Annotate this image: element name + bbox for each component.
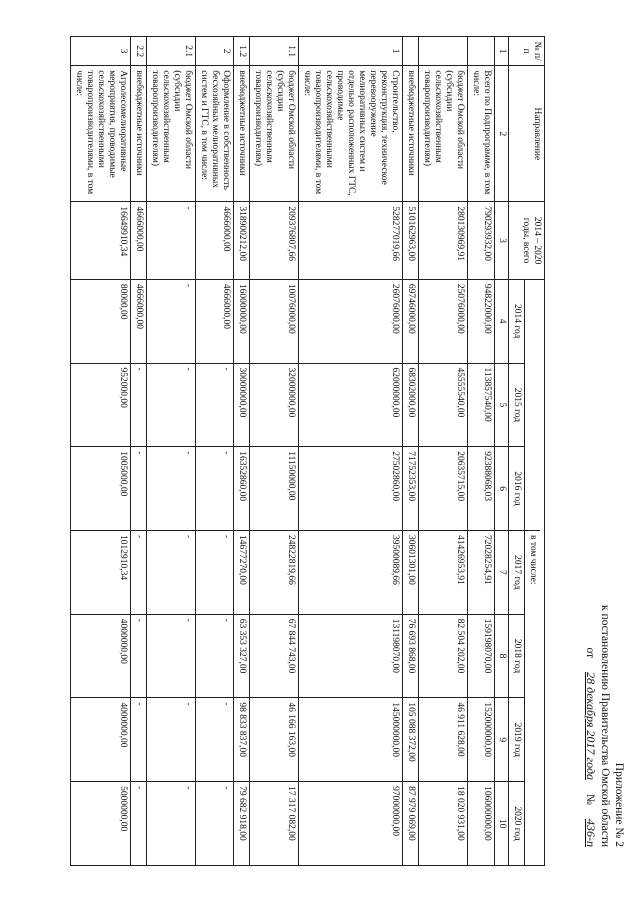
row-total: 16649910,34 (71, 202, 131, 279)
resolution-date: 28 декабря 2017 года (584, 672, 598, 781)
row-year-value: 952000,00 (71, 363, 131, 447)
header-no: № п/п (509, 37, 545, 66)
index-cell: 10 (495, 782, 509, 866)
row-year-value: 94822000,00 (468, 279, 495, 363)
row-year-value: 62000000,00 (299, 363, 403, 447)
row-total: 528277019,66 (299, 202, 403, 279)
row-year-value: 41426953,91 (419, 530, 468, 614)
row-direction: Агролесомелиоративные мероприятия, проводимые сельскохозяйственными товаропроизводителями, в том числе: (71, 66, 131, 202)
row-number: 1.1 (250, 37, 299, 66)
row-year-value: - (147, 447, 196, 531)
row-total: 4666000,00 (196, 202, 234, 279)
row-year-value: 30000000,00 (234, 363, 250, 447)
row-year-value: 113857540,00 (468, 363, 495, 447)
resolution-number: 436-п (584, 819, 598, 847)
row-total: 318900212,00 (234, 202, 250, 279)
row-direction: бюджет Омской области (субсидии сельскохозяйственным товаропроизводителям) (147, 66, 196, 202)
row-year-value: 92388068,03 (468, 447, 495, 531)
row-year-value: - (147, 279, 196, 363)
row-year-value: 24822819,66 (250, 530, 299, 614)
header-year: 2016 год (509, 447, 525, 531)
row-year-value: - (131, 614, 147, 698)
header-direction: Направление (509, 66, 545, 202)
row-number: 1 (299, 37, 403, 66)
row-direction: внебюджетные источники (403, 66, 419, 202)
table-row (147, 37, 196, 866)
row-year-value: 16000000,00 (234, 279, 250, 363)
row-year-value: 79 682 918,00 (234, 782, 250, 866)
row-number (468, 37, 495, 66)
row-year-value: 27502860,00 (299, 447, 403, 531)
header-total: 2014 – 2020 годы, всего (509, 202, 545, 279)
row-direction: бюджет Омской области (субсидии сельскохозяйственным товаропроизводителям) (250, 66, 299, 202)
row-year-value: 11150000,00 (250, 447, 299, 531)
header-year: 2019 год (509, 698, 525, 782)
row-number (403, 37, 419, 66)
row-number: 2.2 (131, 37, 147, 66)
row-year-value: - (131, 447, 147, 531)
row-total: 4666000,00 (131, 202, 147, 279)
row-year-value: - (147, 363, 196, 447)
row-year-value: - (147, 614, 196, 698)
table-row (131, 37, 147, 866)
row-year-value: 98 833 837,00 (234, 698, 250, 782)
row-year-value: - (196, 363, 234, 447)
row-year-value: 4000000,00 (71, 698, 131, 782)
row-year-value: 82 504 202,00 (419, 614, 468, 698)
row-year-value: - (196, 447, 234, 531)
index-cell: 2 (495, 66, 509, 202)
row-year-value: 25076000,00 (419, 279, 468, 363)
row-year-value: 152000000,00 (468, 698, 495, 782)
row-year-value: - (196, 530, 234, 614)
table-row (419, 37, 468, 866)
row-year-value: 10076000,00 (250, 279, 299, 363)
row-year-value: 67 844 743,00 (250, 614, 299, 698)
row-year-value: 145000000,00 (299, 698, 403, 782)
row-year-value: 17 317 082,00 (250, 782, 299, 866)
row-year-value: 5000000,00 (71, 782, 131, 866)
row-direction: Всего по Подпрограмме, в том числе: (468, 66, 495, 202)
row-year-value: 68302000,00 (403, 363, 419, 447)
row-number (419, 37, 468, 66)
row-total: 209376807,66 (250, 202, 299, 279)
row-year-value: - (196, 782, 234, 866)
index-cell: 9 (495, 698, 509, 782)
index-cell: 1 (495, 37, 509, 66)
row-year-value: 16352860,00 (234, 447, 250, 531)
row-year-value: 30601301,00 (403, 530, 419, 614)
row-year-value: 106000000,00 (468, 782, 495, 866)
row-year-value: 1005000,00 (71, 447, 131, 531)
row-year-value: - (147, 530, 196, 614)
row-year-value: 26076000,00 (299, 279, 403, 363)
date-line (583, 587, 598, 847)
row-year-value: 20635715,00 (419, 447, 468, 531)
header-year: 2014 год (509, 279, 525, 363)
row-direction: бюджет Омской области (субсидии сельскохозяйственным товаропроизводителям) (419, 66, 468, 202)
row-number: 3 (71, 37, 131, 66)
row-year-value: - (131, 782, 147, 866)
appendix-label: Приложение № 2 (613, 762, 625, 847)
row-year-value: - (131, 530, 147, 614)
table-row (403, 37, 419, 866)
from-prefix: от (584, 647, 596, 659)
row-year-value: 131198070,00 (299, 614, 403, 698)
table-row (196, 37, 234, 866)
header-year: 2015 год (509, 363, 525, 447)
row-year-value: - (131, 698, 147, 782)
row-number: 2 (196, 37, 234, 66)
row-year-value: 46 166 163,00 (250, 698, 299, 782)
row-year-value: 45555540,00 (419, 363, 468, 447)
resolution-label: к постановлению Правительства Омской области (599, 605, 611, 847)
row-direction: внебюджетные источники (131, 66, 147, 202)
row-year-value: 32000000,00 (250, 363, 299, 447)
row-direction: Оформление в собственность бесхозяйных мелиоративных систем и ГТС, в том числе: (196, 66, 234, 202)
row-total: 280130969,91 (419, 202, 468, 279)
row-total: 790293932,00 (468, 202, 495, 279)
row-year-value: 4666000,00 (131, 279, 147, 363)
row-year-value: 72028254,91 (468, 530, 495, 614)
header-empty (540, 279, 545, 865)
row-number: 2.1 (147, 37, 196, 66)
index-cell: 6 (495, 447, 509, 531)
row-year-value: 4666000,00 (196, 279, 234, 363)
document-header (583, 587, 626, 847)
index-row (495, 37, 509, 866)
row-year-value: - (131, 363, 147, 447)
row-year-value: 18 020 931,00 (419, 782, 468, 866)
row-year-value: - (196, 698, 234, 782)
row-year-value: 69746000,00 (403, 279, 419, 363)
row-year-value: 87 979 069,00 (403, 782, 419, 866)
index-cell: 5 (495, 363, 509, 447)
row-total: 510162963,00 (403, 202, 419, 279)
table-row (299, 37, 403, 866)
row-total: - (147, 202, 196, 279)
row-year-value: 63 353 327,00 (234, 614, 250, 698)
row-year-value: 97000000,00 (299, 782, 403, 866)
index-cell: 4 (495, 279, 509, 363)
row-year-value: 80000,00 (71, 279, 131, 363)
row-number: 1.2 (234, 37, 250, 66)
row-year-value: 76 693 868,00 (403, 614, 419, 698)
row-year-value: 4000000,00 (71, 614, 131, 698)
header-year: 2020 год (509, 782, 525, 866)
row-year-value: 39500089,66 (299, 530, 403, 614)
index-cell: 7 (495, 530, 509, 614)
row-year-value: 46 911 628,00 (419, 698, 468, 782)
number-prefix: № (584, 794, 596, 805)
row-year-value: 159198070,00 (468, 614, 495, 698)
row-year-value: 1012910,34 (71, 530, 131, 614)
funding-table (70, 36, 545, 866)
table-row (250, 37, 299, 866)
row-year-value: - (147, 698, 196, 782)
table-row (234, 37, 250, 866)
header-year: 2017 год (509, 530, 525, 614)
row-year-value: - (196, 614, 234, 698)
table-row (71, 37, 131, 866)
row-year-value: 14677270,00 (234, 530, 250, 614)
row-year-value: 71752353,00 (403, 447, 419, 531)
row-year-value: 105 088 372,00 (403, 698, 419, 782)
index-cell: 3 (495, 202, 509, 279)
index-cell: 8 (495, 614, 509, 698)
table-row (468, 37, 495, 866)
row-direction: внебюджетные источники (234, 66, 250, 202)
row-direction: Строительство, реконструкция, техническое перевооружение мелиоративных систем и отдельно расположенных ГТС, проводимые сельскохозяйственными товаропроизводителями, в том числе: (299, 66, 403, 202)
header-in-which: в том числе: (525, 530, 541, 865)
header-spacer (525, 279, 541, 530)
header-year: 2018 год (509, 614, 525, 698)
row-year-value: - (147, 782, 196, 866)
